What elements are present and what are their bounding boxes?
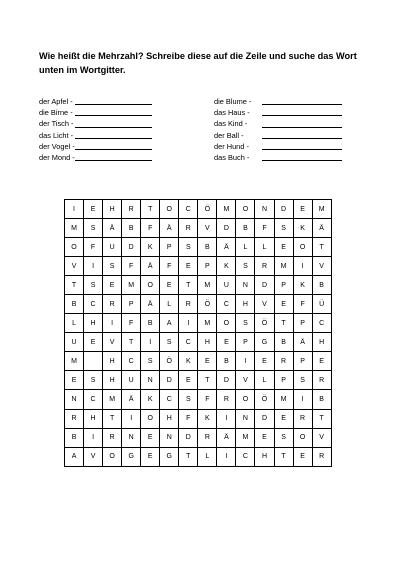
grid-cell[interactable]: M	[217, 200, 236, 219]
grid-row	[65, 314, 332, 333]
grid-cell[interactable]: S	[274, 219, 293, 238]
grid-cell[interactable]: K	[198, 409, 217, 428]
grid-cell[interactable]: S	[293, 371, 312, 390]
grid-cell[interactable]: B	[65, 295, 84, 314]
singular-word: das Buch -	[214, 152, 250, 162]
grid-row	[65, 238, 332, 257]
grid-cell[interactable]: E	[255, 352, 274, 371]
grid-cell[interactable]: R	[274, 352, 293, 371]
answer-line[interactable]	[75, 149, 152, 150]
grid-cell[interactable]: K	[141, 390, 160, 409]
grid-cell[interactable]: Ä	[141, 257, 160, 276]
singular-word: das Licht -	[39, 130, 74, 140]
grid-cell[interactable]: C	[179, 333, 198, 352]
answer-line[interactable]	[75, 127, 152, 128]
grid-cell[interactable]: B	[312, 390, 331, 409]
grid-cell[interactable]: I	[293, 390, 312, 409]
grid-cell[interactable]: D	[255, 409, 274, 428]
grid-cell[interactable]: E	[274, 295, 293, 314]
grid-cell[interactable]: O	[103, 447, 122, 466]
grid-row	[65, 257, 332, 276]
grid-cell[interactable]: I	[141, 333, 160, 352]
grid-cell[interactable]: L	[160, 295, 179, 314]
grid-cell[interactable]: B	[312, 276, 331, 295]
answer-line[interactable]	[262, 115, 342, 116]
grid-cell[interactable]: B	[274, 333, 293, 352]
grid-cell[interactable]: S	[84, 276, 103, 295]
grid-cell[interactable]: D	[122, 238, 141, 257]
grid-cell[interactable]: N	[65, 390, 84, 409]
grid-cell[interactable]: L	[255, 371, 274, 390]
grid-cell[interactable]: O	[236, 200, 255, 219]
grid-cell[interactable]: N	[236, 276, 255, 295]
grid-cell[interactable]: V	[312, 428, 331, 447]
vocab-row	[39, 96, 75, 107]
answer-line[interactable]	[262, 127, 342, 128]
singular-word: die Birne -	[39, 108, 73, 118]
singular-word: der Apfel -	[39, 97, 73, 106]
grid-cell[interactable]: E	[179, 257, 198, 276]
grid-cell[interactable]: R	[103, 295, 122, 314]
grid-cell[interactable]: R	[217, 390, 236, 409]
vocab-row	[214, 118, 251, 129]
grid-cell[interactable]: Ä	[217, 238, 236, 257]
grid-cell[interactable]: I	[293, 257, 312, 276]
grid-cell[interactable]: F	[255, 219, 274, 238]
grid-cell[interactable]: Ü	[312, 295, 331, 314]
vocab-list-right	[214, 96, 251, 163]
vocab-row	[39, 141, 75, 152]
grid-cell[interactable]: E	[293, 447, 312, 466]
grid-cell[interactable]: U	[103, 238, 122, 257]
grid-cell[interactable]: E	[274, 238, 293, 257]
grid-cell[interactable]: O	[217, 314, 236, 333]
grid-cell[interactable]: T	[122, 333, 141, 352]
grid-cell[interactable]: E	[141, 428, 160, 447]
grid-cell[interactable]: A	[65, 447, 84, 466]
vocab-row	[214, 141, 251, 152]
instruction-line-2: unten im Wortgitter.	[39, 65, 126, 75]
grid-cell[interactable]: C	[217, 295, 236, 314]
grid-cell[interactable]: M	[236, 428, 255, 447]
grid-cell[interactable]: N	[236, 409, 255, 428]
grid-cell[interactable]: E	[198, 352, 217, 371]
vocab-row	[39, 107, 75, 118]
grid-cell[interactable]: E	[103, 276, 122, 295]
singular-word: der Tisch -	[39, 119, 74, 129]
grid-cell[interactable]: O	[141, 276, 160, 295]
singular-word: der Mond -	[39, 152, 75, 162]
grid-cell[interactable]: H	[103, 352, 122, 371]
grid-cell[interactable]: M	[274, 257, 293, 276]
grid-cell[interactable]: B	[198, 238, 217, 257]
singular-word: das Haus -	[214, 108, 250, 118]
grid-cell[interactable]: S	[179, 238, 198, 257]
grid-cell[interactable]: H	[103, 200, 122, 219]
grid-cell[interactable]: I	[103, 314, 122, 333]
grid-row	[65, 371, 332, 390]
grid-cell[interactable]: M	[65, 352, 84, 371]
grid-cell[interactable]: I	[217, 409, 236, 428]
grid-cell[interactable]: E	[84, 200, 103, 219]
answer-line[interactable]	[75, 104, 152, 105]
grid-cell[interactable]: D	[179, 428, 198, 447]
grid-cell[interactable]: P	[122, 295, 141, 314]
answer-line[interactable]	[262, 104, 342, 105]
grid-cell[interactable]: Ä	[312, 219, 331, 238]
grid-cell[interactable]: R	[293, 409, 312, 428]
singular-word: der Hund -	[214, 141, 249, 151]
grid-cell[interactable]: N	[141, 371, 160, 390]
grid-cell[interactable]: F	[84, 238, 103, 257]
grid-cell[interactable]: T	[274, 447, 293, 466]
grid-cell[interactable]: F	[122, 314, 141, 333]
grid-cell[interactable]: S	[179, 390, 198, 409]
grid-cell[interactable]: C	[84, 390, 103, 409]
grid-cell[interactable]: S	[236, 314, 255, 333]
grid-row	[65, 409, 332, 428]
grid-cell[interactable]: I	[217, 447, 236, 466]
grid-cell[interactable]: R	[198, 428, 217, 447]
grid-cell[interactable]: T	[65, 276, 84, 295]
grid-row	[65, 390, 332, 409]
grid-cell[interactable]: S	[274, 428, 293, 447]
grid-cell[interactable]: G	[122, 447, 141, 466]
grid-cell[interactable]: P	[160, 238, 179, 257]
grid-cell[interactable]: E	[141, 447, 160, 466]
grid-cell[interactable]: C	[160, 390, 179, 409]
grid-cell[interactable]: O	[293, 428, 312, 447]
grid-cell[interactable]: H	[84, 409, 103, 428]
singular-word: der Vogel -	[39, 141, 75, 151]
grid-cell[interactable]: M	[65, 219, 84, 238]
grid-cell[interactable]: L	[65, 314, 84, 333]
grid-cell[interactable]: L	[198, 447, 217, 466]
vocab-row	[39, 130, 75, 141]
grid-row	[65, 428, 332, 447]
grid-cell[interactable]: N	[160, 428, 179, 447]
instruction-line-1: Wie heißt die Mehrzahl? Schreibe diese auf die Zeile und suche das Wort	[39, 51, 357, 61]
grid-cell[interactable]: U	[65, 333, 84, 352]
grid-cell[interactable]: Ö	[198, 295, 217, 314]
grid-row	[65, 276, 332, 295]
grid-cell[interactable]: P	[293, 352, 312, 371]
grid-cell[interactable]: T	[179, 276, 198, 295]
grid-cell[interactable]: R	[65, 409, 84, 428]
answer-line[interactable]	[75, 115, 152, 116]
grid-cell[interactable]: Ö	[160, 352, 179, 371]
grid-cell[interactable]: B	[122, 219, 141, 238]
grid-cell[interactable]: H	[312, 333, 331, 352]
grid-cell[interactable]: C	[312, 314, 331, 333]
grid-cell[interactable]: P	[198, 257, 217, 276]
grid-cell[interactable]: O	[141, 409, 160, 428]
grid-cell[interactable]: D	[217, 371, 236, 390]
grid-cell[interactable]: R	[122, 200, 141, 219]
grid-cell[interactable]: C	[236, 447, 255, 466]
grid-cell[interactable]: B	[217, 352, 236, 371]
grid-cell[interactable]: T	[179, 447, 198, 466]
grid-cell[interactable]: Ä	[293, 333, 312, 352]
grid-cell[interactable]: D	[160, 371, 179, 390]
grid-cell[interactable]: G	[160, 447, 179, 466]
grid-cell[interactable]: E	[293, 200, 312, 219]
grid-cell[interactable]: C	[179, 200, 198, 219]
grid-cell[interactable]: T	[312, 409, 331, 428]
answer-line[interactable]	[75, 138, 152, 139]
answer-line[interactable]	[262, 138, 342, 139]
grid-cell[interactable]: T	[103, 409, 122, 428]
grid-cell[interactable]: Ä	[141, 295, 160, 314]
grid-row	[65, 200, 332, 219]
grid-row	[65, 333, 332, 352]
grid-cell[interactable]: B	[65, 428, 84, 447]
grid-cell[interactable]: R	[179, 219, 198, 238]
singular-word: das Kind -	[214, 119, 248, 129]
grid-cell[interactable]	[84, 352, 103, 371]
grid-cell[interactable]: B	[141, 314, 160, 333]
vocab-row	[39, 118, 75, 129]
grid-cell[interactable]: F	[179, 409, 198, 428]
grid-cell[interactable]: Ä	[122, 390, 141, 409]
grid-cell[interactable]: B	[236, 219, 255, 238]
grid-cell[interactable]: L	[236, 238, 255, 257]
grid-cell[interactable]: A	[160, 314, 179, 333]
grid-cell[interactable]: S	[103, 257, 122, 276]
grid-cell[interactable]: E	[312, 352, 331, 371]
grid-cell[interactable]: D	[274, 200, 293, 219]
grid-cell[interactable]: Ä	[160, 219, 179, 238]
grid-cell[interactable]: E	[217, 333, 236, 352]
grid-row	[65, 219, 332, 238]
grid-cell[interactable]: E	[179, 371, 198, 390]
grid-cell[interactable]: O	[65, 238, 84, 257]
grid-cell[interactable]: H	[236, 295, 255, 314]
grid-cell[interactable]: M	[274, 390, 293, 409]
grid-cell[interactable]: I	[236, 352, 255, 371]
vocab-row	[214, 152, 251, 163]
grid-cell[interactable]: N	[255, 200, 274, 219]
word-search-grid	[64, 199, 332, 467]
grid-cell[interactable]: R	[255, 257, 274, 276]
grid-cell[interactable]: F	[122, 257, 141, 276]
grid-cell[interactable]: U	[122, 371, 141, 390]
grid-cell[interactable]: E	[84, 333, 103, 352]
grid-cell[interactable]: P	[274, 276, 293, 295]
grid-cell[interactable]: O	[160, 200, 179, 219]
answer-line[interactable]	[75, 160, 152, 161]
grid-cell[interactable]: N	[122, 428, 141, 447]
grid-cell[interactable]: H	[84, 314, 103, 333]
grid-cell[interactable]: O	[236, 390, 255, 409]
grid-cell[interactable]: R	[312, 371, 331, 390]
grid-cell[interactable]: U	[217, 276, 236, 295]
grid-cell[interactable]: F	[293, 295, 312, 314]
grid-cell[interactable]: K	[179, 352, 198, 371]
grid-cell[interactable]: H	[103, 371, 122, 390]
grid-cell[interactable]: S	[141, 352, 160, 371]
grid-cell[interactable]: K	[217, 257, 236, 276]
grid-cell[interactable]: K	[141, 238, 160, 257]
grid-cell[interactable]: T	[274, 314, 293, 333]
grid-cell[interactable]: R	[179, 295, 198, 314]
grid-cell[interactable]: M	[312, 200, 331, 219]
grid-cell[interactable]: Ö	[255, 390, 274, 409]
grid-cell[interactable]: I	[84, 428, 103, 447]
grid-cell[interactable]: H	[160, 409, 179, 428]
vocab-row	[39, 152, 75, 163]
grid-cell[interactable]: Ä	[217, 428, 236, 447]
grid-row	[65, 352, 332, 371]
grid-cell[interactable]: C	[84, 295, 103, 314]
grid-cell[interactable]: T	[198, 371, 217, 390]
grid-cell[interactable]: V	[65, 257, 84, 276]
singular-word: der Ball -	[214, 130, 244, 140]
grid-cell[interactable]: E	[274, 409, 293, 428]
grid-cell[interactable]: M	[198, 276, 217, 295]
grid-cell[interactable]: V	[312, 257, 331, 276]
grid-cell[interactable]: Ö	[198, 200, 217, 219]
grid-cell[interactable]: V	[198, 219, 217, 238]
grid-cell[interactable]: K	[293, 276, 312, 295]
grid-cell[interactable]: S	[84, 219, 103, 238]
grid-cell[interactable]: S	[160, 333, 179, 352]
vocab-row	[214, 96, 251, 107]
instruction-text	[39, 49, 369, 77]
grid-cell[interactable]: Ö	[255, 314, 274, 333]
grid-cell[interactable]: V	[103, 333, 122, 352]
word-search-table	[64, 199, 332, 467]
grid-cell[interactable]: M	[103, 390, 122, 409]
grid-cell[interactable]: P	[293, 314, 312, 333]
vocab-row	[214, 107, 251, 118]
grid-cell[interactable]: Ä	[103, 219, 122, 238]
grid-cell[interactable]: T	[141, 200, 160, 219]
vocab-list-left	[39, 96, 75, 163]
grid-cell[interactable]: F	[160, 257, 179, 276]
grid-cell[interactable]: G	[255, 333, 274, 352]
grid-cell[interactable]: S	[84, 371, 103, 390]
grid-cell[interactable]: E	[255, 428, 274, 447]
grid-cell[interactable]: D	[217, 219, 236, 238]
grid-row	[65, 295, 332, 314]
singular-word: die Blume -	[214, 97, 252, 106]
grid-cell[interactable]: I	[65, 200, 84, 219]
answer-line[interactable]	[262, 160, 342, 161]
grid-cell[interactable]: R	[103, 428, 122, 447]
grid-cell[interactable]: L	[255, 238, 274, 257]
grid-cell[interactable]: I	[122, 409, 141, 428]
grid-cell[interactable]: P	[236, 333, 255, 352]
answer-line[interactable]	[262, 149, 342, 150]
grid-cell[interactable]: R	[312, 447, 331, 466]
grid-cell[interactable]: E	[160, 276, 179, 295]
grid-cell[interactable]: S	[236, 257, 255, 276]
grid-cell[interactable]: E	[65, 371, 84, 390]
grid-cell[interactable]: V	[236, 371, 255, 390]
grid-cell[interactable]: V	[255, 295, 274, 314]
grid-cell[interactable]: F	[198, 390, 217, 409]
grid-cell[interactable]: H	[198, 333, 217, 352]
grid-cell[interactable]: F	[141, 219, 160, 238]
grid-cell[interactable]: I	[84, 257, 103, 276]
grid-row	[65, 447, 332, 466]
grid-cell[interactable]: V	[84, 447, 103, 466]
grid-cell[interactable]: D	[255, 276, 274, 295]
grid-cell[interactable]: K	[293, 219, 312, 238]
grid-cell[interactable]: M	[122, 276, 141, 295]
grid-cell[interactable]: T	[312, 238, 331, 257]
grid-cell[interactable]: I	[179, 314, 198, 333]
vocab-row	[214, 130, 251, 141]
grid-cell[interactable]: M	[198, 314, 217, 333]
grid-cell[interactable]: O	[293, 238, 312, 257]
grid-cell[interactable]: H	[255, 447, 274, 466]
grid-cell[interactable]: C	[122, 352, 141, 371]
grid-cell[interactable]: P	[274, 371, 293, 390]
